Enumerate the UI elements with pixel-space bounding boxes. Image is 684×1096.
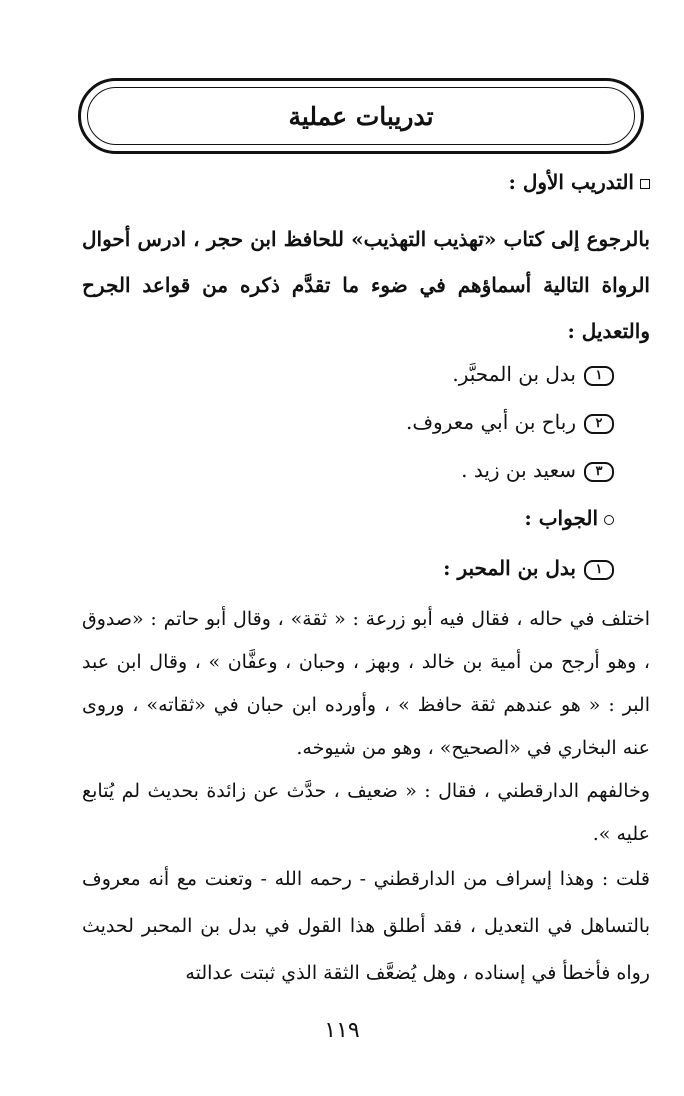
answer-paragraph-1: اختلف في حاله ، فقال فيه أبو زرعة : « ثقة» ، وقال أبو حاتم : «صدوق ، وهو أرجح من أمية بن خالد ، وبهز ، وحبان ، وعفَّان » ، وقال ابن عبد البر : « هو عندهم ثقة حافظ » ، وأورده ابن حبان في «ثقاته» ، وروى عنه البخاري في «الصحيح» ، وهو من شيوخه. [82, 608, 650, 759]
item-number-badge: ٢ [584, 414, 614, 434]
exercise-item-text: بدل بن المحبَّر. [452, 362, 576, 386]
answer-paragraph-3: قلت : وهذا إسراف من الدارقطني - رحمه الله - وتعنت مع أنه معروف بالتساهل في التعديل ، فقد أطلق هذا القول في بدل بن المحبر لحديث رواه فأخطأ في إسناده ، وهل يُضعَّف الثقة الذي ثبتت عدالته [82, 868, 650, 984]
exercise-item-2 [406, 410, 614, 434]
exercise-item-text: رباح بن أبي معروف. [405, 410, 576, 434]
exercise-item-3 [461, 458, 614, 482]
answer-heading: الجواب : [524, 506, 598, 530]
chapter-title: تدريبات عملية [288, 101, 434, 131]
chapter-banner [78, 78, 644, 154]
exercise-heading: التدريب الأول : [508, 170, 634, 194]
answer-paragraph-2: وخالفهم الدارقطني ، فقال : « ضعيف ، حدَّث عن زائدة بحديث لم يُتابع عليه ». [82, 780, 650, 845]
item-number-badge: ١ [584, 560, 614, 580]
banner-inner-frame [87, 87, 635, 145]
exercise-heading-line [508, 170, 650, 194]
page-number: ١١٩ [324, 1018, 360, 1043]
answer-item-title: بدل بن المحبر : [443, 556, 576, 580]
item-number-badge: ٣ [584, 462, 614, 482]
exercise-item-1 [452, 362, 614, 386]
answer-heading-line [524, 506, 614, 530]
answer-item-title-line [443, 556, 614, 580]
ring-bullet-icon [604, 515, 614, 525]
exercise-paragraph: بالرجوع إلى كتاب «تهذيب التهذيب» للحافظ ابن حجر ، ادرس أحوال الرواة التالية أسماؤهم في ضوء ما تقدَّم ذكره من قواعد الجرح والتعديل : [82, 227, 650, 343]
item-number-badge: ١ [584, 366, 614, 386]
exercise-item-text: سعيد بن زيد . [461, 458, 576, 482]
square-bullet-icon [640, 179, 650, 189]
